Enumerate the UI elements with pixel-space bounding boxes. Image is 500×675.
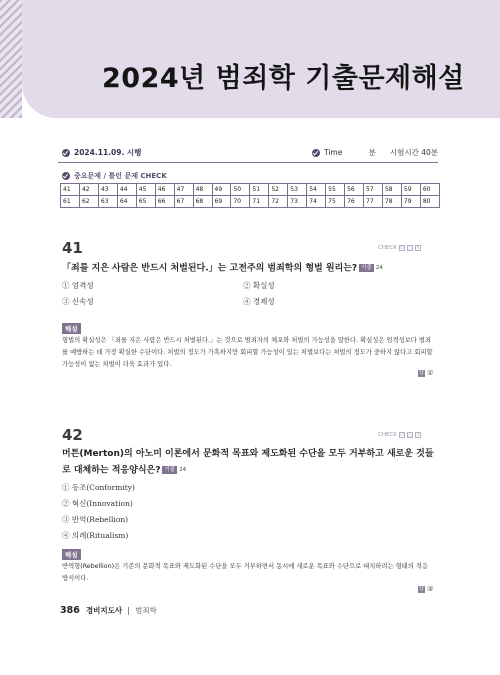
page-title: 2024년 범죄학 기출문제해설 — [102, 63, 465, 94]
check-cell[interactable]: 76 — [345, 196, 364, 208]
answer-41 — [418, 369, 433, 377]
check-cell[interactable]: 59 — [401, 184, 420, 196]
check-cell[interactable]: 77 — [364, 196, 383, 208]
past-exam-tag: 기출 — [164, 467, 176, 473]
check-heading: 중요문제 / 틀린 문제 CHECK — [74, 172, 167, 180]
solution-heading-41: 해설 — [62, 323, 81, 334]
time-row — [312, 147, 438, 158]
check-cell[interactable]: 65 — [136, 196, 155, 208]
check-cell[interactable]: 74 — [307, 196, 326, 208]
check-cell[interactable]: 51 — [250, 184, 269, 196]
check-circle-icon — [62, 149, 70, 157]
check-cell[interactable]: 48 — [193, 184, 212, 196]
check-box-triangle[interactable]: △ — [408, 433, 412, 438]
check-cell[interactable]: 47 — [174, 184, 193, 196]
q42-option-4[interactable]: ④ 의례(Ritualism) — [62, 531, 129, 540]
answer-label: 답 — [419, 369, 424, 376]
check-cell[interactable]: 62 — [79, 196, 98, 208]
check-cell[interactable]: 42 — [79, 184, 98, 196]
check-cell[interactable]: 67 — [174, 196, 193, 208]
check-cell[interactable]: 49 — [212, 184, 231, 196]
page-footer — [60, 605, 157, 616]
check-cell[interactable]: 69 — [212, 196, 231, 208]
solution-text-42: 반역형(Rebellion)은 기존의 문화적 목표와 제도화된 수단을 모두 거부하면서 동시에 새로운 목표와 수단으로 대치하려는 형태의 적응 방식이다. — [62, 563, 429, 582]
check-cell[interactable]: 45 — [136, 184, 155, 196]
check-tag-label: CHECK — [378, 245, 397, 251]
page-number: 386 — [60, 605, 80, 616]
question-42-body: 머튼(Merton)의 아노미 이론에서 문화적 목표와 제도화된 수단을 모두 거부하고 새로운 것들로 대체하는 적응양식은? — [62, 449, 434, 476]
footer-divider — [128, 607, 129, 615]
check-box-x[interactable]: X — [416, 246, 420, 251]
check-tag-41 — [378, 245, 421, 251]
check-box-o[interactable]: O — [400, 433, 404, 438]
check-cell[interactable]: 44 — [117, 184, 136, 196]
check-tag-42 — [378, 432, 421, 438]
check-cell[interactable]: 78 — [382, 196, 401, 208]
check-cell[interactable]: 53 — [288, 184, 307, 196]
check-tag-label: CHECK — [378, 432, 397, 438]
check-box-x[interactable]: X — [416, 433, 420, 438]
check-cell[interactable]: 60 — [420, 184, 439, 196]
check-cell[interactable]: 43 — [98, 184, 117, 196]
check-heading-row — [62, 171, 167, 181]
exam-date-row — [62, 147, 141, 158]
check-box-triangle[interactable]: △ — [408, 246, 412, 251]
check-cell[interactable]: 75 — [326, 196, 345, 208]
check-cell[interactable]: 46 — [155, 184, 174, 196]
check-cell[interactable]: 70 — [231, 196, 250, 208]
check-cell[interactable]: 41 — [61, 184, 80, 196]
question-text-41 — [62, 260, 442, 277]
divider — [58, 162, 438, 163]
check-cell[interactable]: 79 — [401, 196, 420, 208]
answer-value: ③ — [427, 585, 434, 593]
check-box-o[interactable]: O — [400, 246, 404, 251]
q41-option-1[interactable]: ① 엄격성 — [62, 281, 94, 290]
check-cell[interactable]: 54 — [307, 184, 326, 196]
check-cell[interactable]: 52 — [269, 184, 288, 196]
title-banner — [22, 0, 500, 118]
question-number-42: 42 — [62, 426, 83, 444]
solution-text-41: 형벌의 확실성은 「죄를 지은 사람은 반드시 처벌된다.」는 것으로 범죄자의 체포와 처벌의 가능성을 말한다. 확실성은 엄격성보다 범죄를 예방하는 데 가장 확실한 수단이다. 처벌의 정도가 가혹하지만 회피할 가능성이 있는 처벌보다는 처벌의 정도가 중하지 않다고 회피할 가능성이 없는 처벌이 더욱 효과가 있다. — [62, 337, 433, 368]
question-number-41: 41 — [62, 239, 83, 257]
q42-option-1[interactable]: ① 동조(Conformity) — [62, 483, 135, 492]
check-cell[interactable]: 68 — [193, 196, 212, 208]
question-text-42 — [62, 446, 442, 479]
past-exam-tag: 기출 — [361, 265, 372, 271]
past-exam-year: 24 — [375, 265, 383, 271]
check-cell[interactable]: 72 — [269, 196, 288, 208]
book-title: 경비지도사 — [85, 606, 123, 615]
check-cell[interactable]: 57 — [364, 184, 383, 196]
check-circle-icon — [62, 172, 70, 180]
time-label: Time — [324, 148, 343, 157]
check-cell[interactable]: 80 — [420, 196, 439, 208]
check-grid-row-2 — [61, 196, 440, 208]
answer-42 — [418, 585, 433, 593]
check-cell[interactable]: 73 — [288, 196, 307, 208]
subject-name: 범죄학 — [135, 606, 157, 615]
time-limit: 시험시간 40분 — [389, 148, 438, 157]
check-cell[interactable]: 63 — [98, 196, 117, 208]
question-41-body: 「죄를 지은 사람은 반드시 처벌된다.」는 고전주의 범죄학의 형벌 원리는? — [62, 263, 358, 274]
answer-value: ② — [427, 369, 434, 377]
check-cell[interactable]: 50 — [231, 184, 250, 196]
q42-option-3[interactable]: ③ 반역(Rebellion) — [62, 515, 129, 524]
check-grid — [60, 183, 440, 208]
check-cell[interactable]: 56 — [345, 184, 364, 196]
q41-option-3[interactable]: ③ 신속성 — [62, 297, 94, 306]
check-cell[interactable]: 71 — [250, 196, 269, 208]
check-cell[interactable]: 61 — [61, 196, 80, 208]
check-circle-icon — [312, 149, 320, 157]
past-exam-year: 24 — [179, 467, 187, 473]
minute-label: 분 — [368, 148, 376, 157]
check-cell[interactable]: 64 — [117, 196, 136, 208]
q41-option-4[interactable]: ④ 경제성 — [243, 297, 275, 306]
solution-heading-42: 해설 — [62, 549, 81, 560]
check-grid-row-1 — [61, 184, 440, 196]
check-cell[interactable]: 66 — [155, 196, 174, 208]
banner-stripe — [0, 0, 22, 118]
q41-option-2[interactable]: ② 확실성 — [243, 281, 275, 290]
check-cell[interactable]: 55 — [326, 184, 345, 196]
exam-date: 2024.11.09. 시행 — [74, 148, 142, 157]
answer-label: 답 — [419, 585, 424, 592]
check-cell[interactable]: 58 — [382, 184, 401, 196]
q42-option-2[interactable]: ② 혁신(Innovation) — [62, 499, 133, 508]
